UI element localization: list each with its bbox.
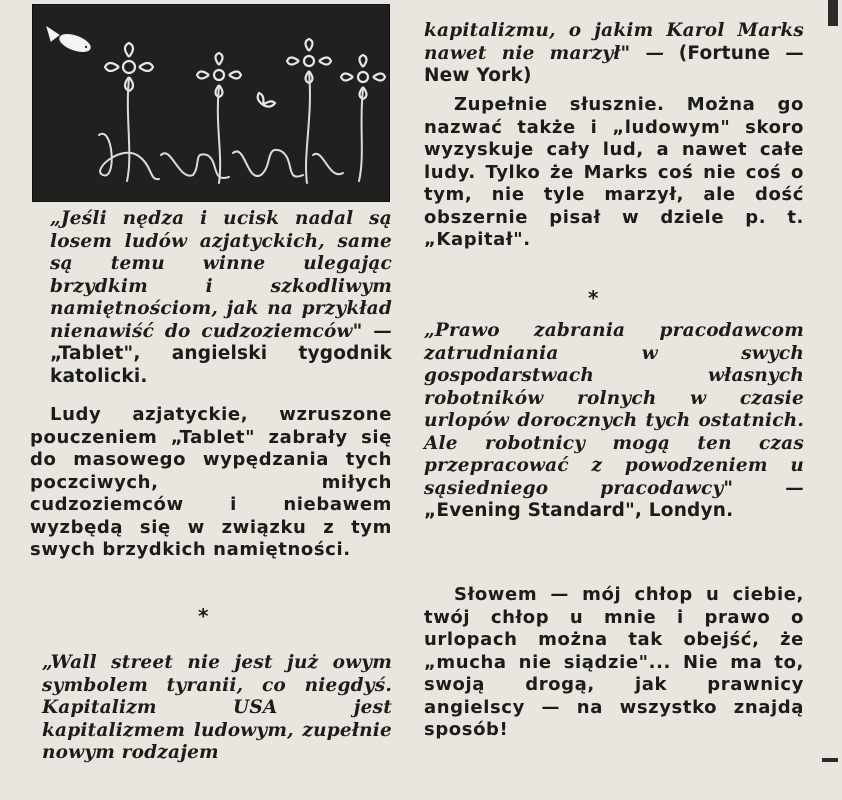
quote-evening-standard [424,320,804,523]
fish-and-flowers-illustration [33,5,389,201]
comment-asian-peoples: Ludy azjatyckie, wzruszone pouczeniem „Tablet" zabrały się do masowego wypędzania tych poczciwych, miłych cudzoziemców i niebawem wyzbędą się w związku z tym swych brzydkich namiętności. [30,404,392,560]
comment-marks: Zupełnie słusznie. Można go nazwać także i „ludowym" skoro wyzyskuje cały lud, a nawet całe ludy. Tylko że Marks coś nie coś o tym, nie tyle marzył, ale dość obszernie pisał w dziele p. t. „Kapitał". [424,94,804,250]
quote-tablet [50,208,392,388]
comment-urlopy: Słowem — mój chłop u ciebie, twój chłop u mnie i prawo o urlopach można tak obejść, że „mucha nie siądzie"... Nie ma to, swoją drogą, jak prawnicy angielscy — na wszystko znajdą sposób! [424,584,804,740]
adjacent-column-edge [828,0,838,26]
section-separator: * [588,286,599,310]
quote-source: (Fortune — New York) [424,42,804,86]
quote-text: „Jeśli nędza i ucisk nadal są losem ludów azjatyckich, same są temu winne ulegając brzydkim i szkodliwym namiętnościom, jak na przykład nienawiść do cudzoziemców" — [50,208,392,342]
quote-source: „Evening Standard", Londyn. [424,500,734,521]
quote-text: „Prawo zabrania pracodawcom zatrudniania w swych gospodarstwach własnych robotników rolnych w czasie urlopów dorocznych tych ostatnich. Ale robotnicy mogą ten czas przepracować z powodzeniem u sąsiedniego pracodawcy" — [424,320,804,499]
kwiatki-masthead [32,4,390,202]
quote-source: „Tablet", angielski tygodnik katolicki. [50,343,392,387]
adjacent-column-edge [822,758,838,762]
quote-wall-street: „Wall street nie jest już owym symbolem tyranii, co niegdyś. Kapitalizm USA jest kapitalizmem ludowym, zupełnie nowym rodzajem [42,652,392,763]
quote-text: kapitalizmu, o jakim Karol Marks nawet nie marzył" — [424,20,804,64]
quote-fortune [424,20,804,88]
section-separator: * [198,604,209,628]
